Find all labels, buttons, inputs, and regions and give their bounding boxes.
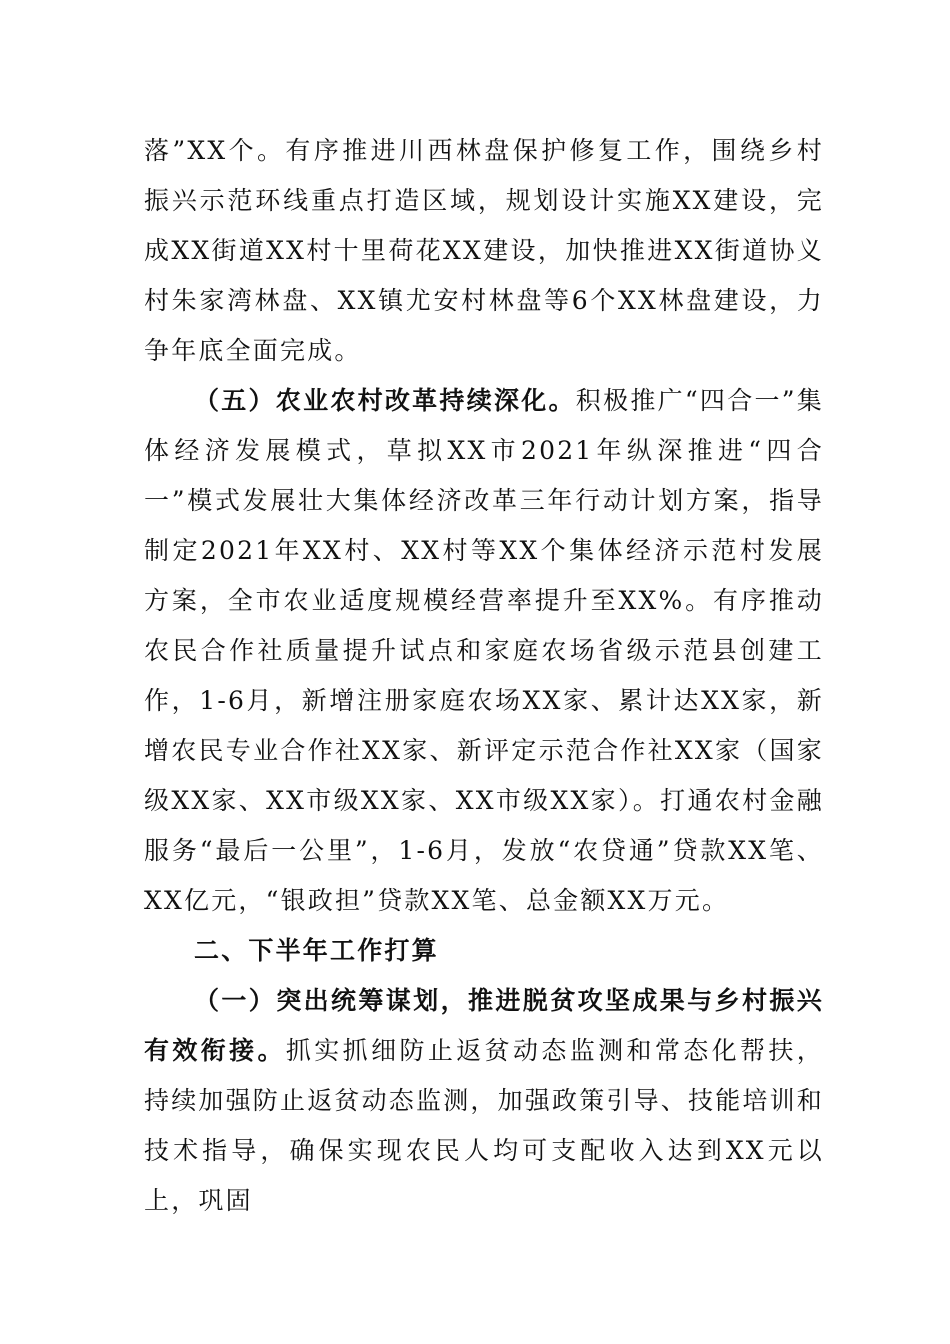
paragraph-poverty-revitalization — [144, 976, 824, 1226]
paragraph-forest-protection — [144, 126, 824, 376]
paragraph-rural-reform — [144, 376, 824, 926]
paragraph-bold-lead: （一）突出统筹谋划，推进脱贫攻坚成果与乡村振兴有效衔接。 — [144, 986, 824, 1065]
paragraph-text: 抓实抓细防止返贫动态监测和常态化帮扶，持续加强防止返贫动态监测，加强政策引导、技能培训和技术指导，确保实现农民人均可支配收入达到XX元以上，巩固 — [144, 1036, 825, 1215]
paragraph-text: 落”XX个。有序推进川西林盘保护修复工作，围绕乡村振兴示范环线重点打造区域，规划设计实施XX建设，完成XX街道XX村十里荷花XX建设，加快推进XX街道协义村朱家湾林盘、XX镇尤安村林盘等6个XX林盘建设，力争年底全面完成。 — [144, 136, 824, 365]
paragraph-text: 积极推广“四合一”集体经济发展模式，草拟XX市2021年纵深推进“四合一”模式发展壮大集体经济改革三年行动计划方案，指导制定2021年XX村、XX村等XX个集体经济示范村发展方案，全市农业适度规模经营率提升至XX%。有序推动农民合作社质量提升试点和家庭农场省级示范县创建工作，1-6月，新增注册家庭农场XX家、累计达XX家，新增农民专业合作社XX家、新评定示范合作社XX家（国家级XX家、XX市级XX家、XX市级XX家）。打通农村金融服务“最后一公里”，1-6月，发放“农贷通”贷款XX笔、XX亿元，“银政担”贷款XX笔、总金额XX万元。 — [144, 386, 824, 915]
section-heading-second-half-plan: 二、下半年工作打算 — [194, 936, 439, 965]
paragraph-bold-lead: （五）农业农村改革持续深化。 — [194, 386, 576, 415]
document-body — [144, 126, 824, 1226]
